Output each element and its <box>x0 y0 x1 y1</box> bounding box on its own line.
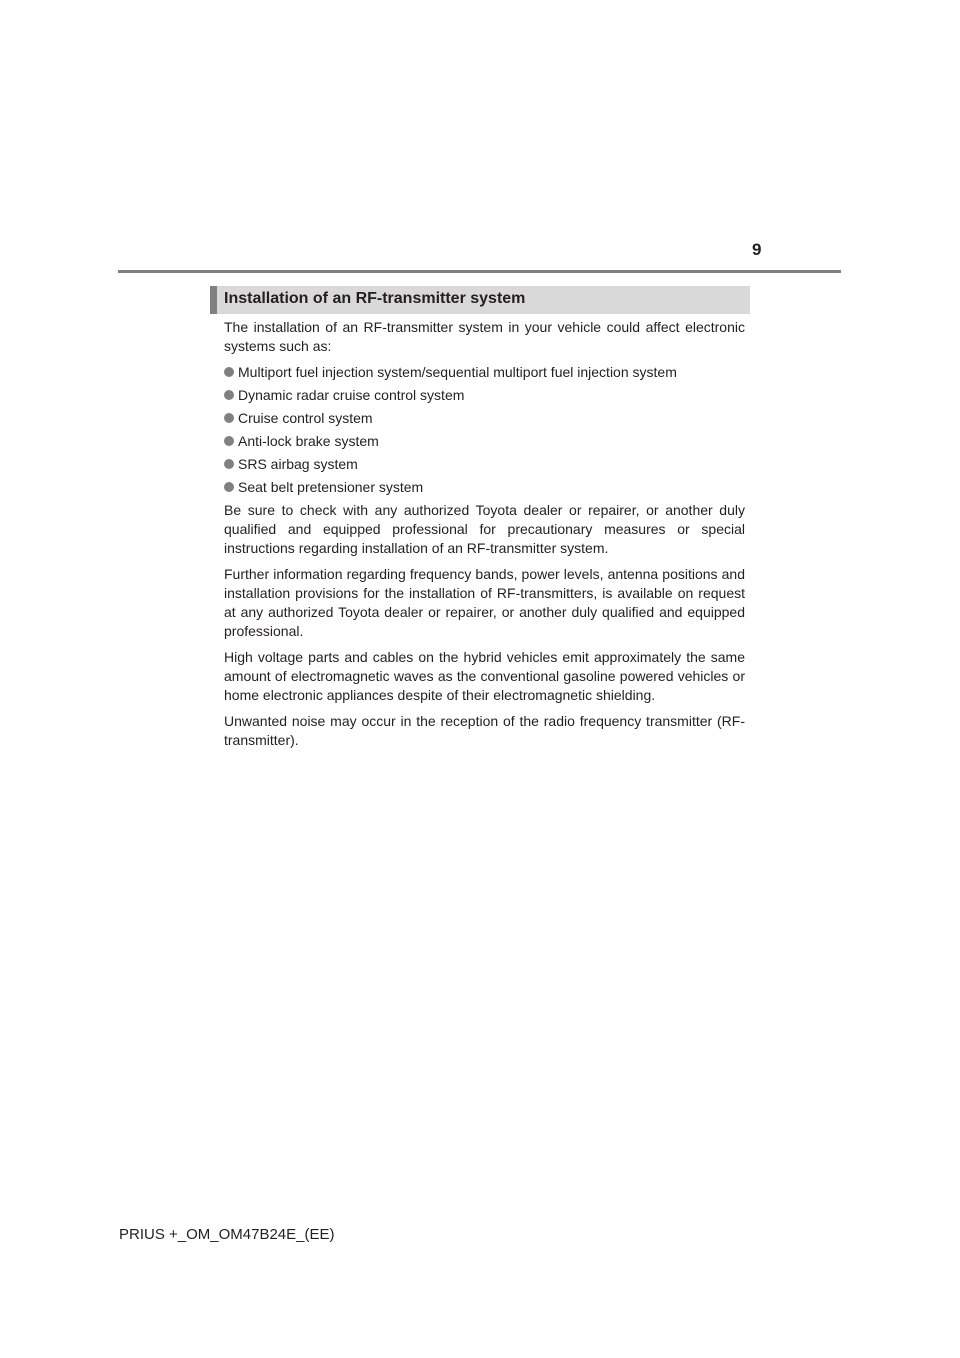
section-body <box>224 318 745 757</box>
list-item-text: Seat belt pretensioner system <box>238 479 424 495</box>
bullet-icon <box>224 390 234 400</box>
document-code-footer: PRIUS +_OM_OM47B24E_(EE) <box>119 1226 335 1243</box>
list-item-text: SRS airbag system <box>238 456 358 472</box>
section-heading-title: Installation of an RF-transmitter system <box>224 290 526 307</box>
list-item <box>224 478 745 497</box>
section-heading <box>210 286 750 314</box>
page-number: 9 <box>752 240 762 259</box>
list-item-text: Dynamic radar cruise control system <box>238 387 465 403</box>
noise-paragraph: Unwanted noise may occur in the reception of the radio frequency transmitter (RF-transmitter). <box>224 713 745 748</box>
list-item-text: Multiport fuel injection system/sequential multiport fuel injection system <box>238 364 677 380</box>
bullet-icon <box>224 436 234 446</box>
bullet-icon <box>224 413 234 423</box>
affected-systems-list <box>224 363 745 497</box>
list-item-text: Anti-lock brake system <box>238 433 379 449</box>
list-item-text: Cruise control system <box>238 410 373 426</box>
heading-accent-bar <box>210 286 217 314</box>
bullet-icon <box>224 459 234 469</box>
list-item <box>224 386 745 405</box>
further-info-paragraph: Further information regarding frequency bands, power levels, antenna positions and installation provisions for the installation of RF-transmitters, is available on request at any authorized Toyota dealer or repairer, or another duly qualified and equipped professional. <box>224 566 745 639</box>
intro-paragraph: The installation of an RF-transmitter system in your vehicle could affect electronic systems such as: <box>224 319 745 354</box>
list-item <box>224 409 745 428</box>
list-item <box>224 363 745 382</box>
header-divider <box>118 270 841 273</box>
dealer-check-paragraph: Be sure to check with any authorized Toyota dealer or repairer, or another duly qualified and equipped professional for precautionary measures or special instructions regarding installation of an RF-transmitter system. <box>224 502 745 556</box>
bullet-icon <box>224 482 234 492</box>
list-item <box>224 455 745 474</box>
bullet-icon <box>224 367 234 377</box>
high-voltage-paragraph: High voltage parts and cables on the hybrid vehicles emit approximately the same amount of electromagnetic waves as the conventional gasoline powered vehicles or home electronic appliances despite of their electromagnetic shielding. <box>224 649 745 703</box>
list-item <box>224 432 745 451</box>
